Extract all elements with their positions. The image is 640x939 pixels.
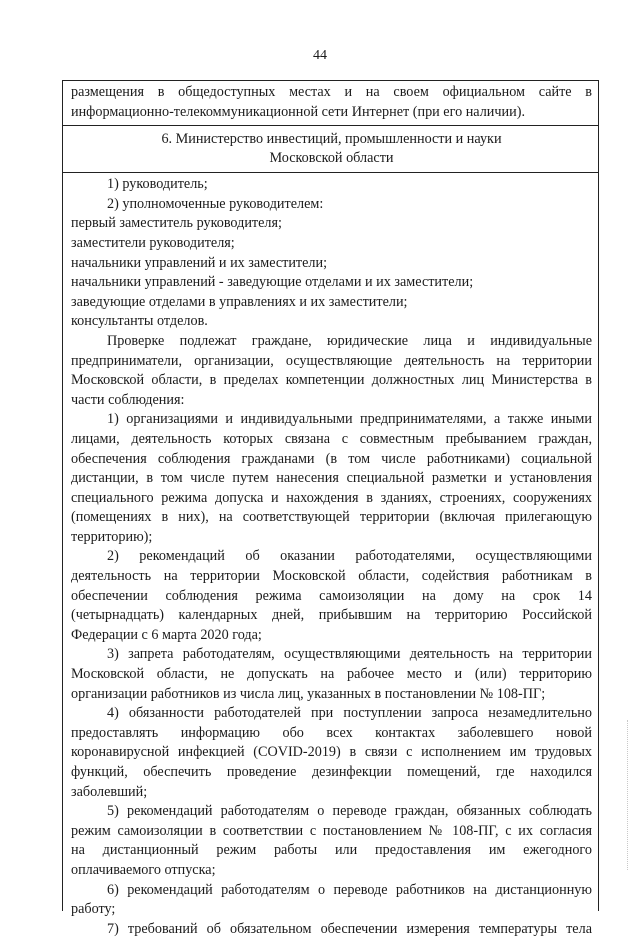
- page-number: 44: [313, 48, 327, 63]
- text-line: функций, обеспечить проведение дезинфекции помещений, где находился: [71, 764, 592, 780]
- paragraph-item-6: [71, 881, 592, 920]
- text-line: 5) рекомендаций работодателям о переводе граждан, обязанных соблюдать: [107, 803, 592, 820]
- text-line: Федерации с 6 марта 2020 года;: [71, 626, 262, 643]
- list-item: консультанты отделов.: [71, 313, 208, 330]
- text-line: 7) требований об обязательном обеспечении измерения температуры тела: [107, 920, 592, 937]
- text-line: 2) рекомендаций об оказании работодателями, осуществляющими: [107, 548, 592, 565]
- list-item: заместители руководителя;: [71, 234, 235, 251]
- paragraph-item-2: [71, 547, 592, 645]
- officials-list: [71, 175, 592, 332]
- list-item: первый заместитель руководителя;: [71, 215, 282, 232]
- text-line: работу;: [71, 901, 116, 918]
- text-line: информационно-телекоммуникационной сети Интернет (при его наличии).: [71, 103, 525, 120]
- text-line: (четырнадцать) календарных дней, прибывшим на территорию Российской: [71, 607, 592, 624]
- text-line: размещения в общедоступных местах и на своем официальном сайте в: [71, 84, 592, 100]
- paragraph-item-4: [71, 704, 592, 802]
- section-body: [63, 173, 598, 939]
- text-line: 4) обязанности работодателей при поступлении запроса незамедлительно: [107, 705, 592, 722]
- paragraph-item-1: [71, 410, 592, 547]
- text-line: специального режима допуска и нахождения в зданиях, строениях, сооружениях: [71, 489, 592, 506]
- text-line: Московской области, не допускать на рабочее место и (или) территорию: [71, 666, 592, 683]
- section-heading-line: 6. Министерство инвестиций, промышленности и науки: [161, 131, 502, 148]
- text-line: деятельность на территории Московской области, содействия работникам в: [71, 568, 592, 585]
- section-heading-line: Московской области: [269, 150, 394, 167]
- list-item: начальники управлений - заведующие отделами и их заместители;: [71, 274, 474, 291]
- scan-margin-mark: [627, 720, 632, 870]
- list-item: 2) уполномоченные руководителем:: [107, 195, 324, 212]
- paragraph-item-3: [71, 645, 592, 704]
- text-line: 3) запрета работодателям, осуществляющими деятельность на территории: [107, 646, 592, 663]
- text-line: 1) организациями и индивидуальными предпринимателями, а также иными: [107, 411, 592, 428]
- text-line: предоставлять информацию обо всех контактах заболевшего новой: [71, 724, 592, 741]
- text-line: Проверке подлежат граждане, юридические лица и индивидуальные: [107, 332, 592, 349]
- list-item: начальники управлений и их заместители;: [71, 254, 328, 271]
- list-item: заведующие отделами в управлениях и их заместители;: [71, 293, 408, 310]
- text-line: обеспечения соблюдения гражданами (в том числе работниками) социальной: [71, 450, 592, 467]
- text-line: режим самоизоляции в соответствии с постановлением № 108-ПГ, с их согласия: [71, 822, 592, 839]
- paragraph-inspection-scope: [71, 332, 592, 410]
- continuation-row: [63, 81, 598, 126]
- list-item: 1) руководитель;: [107, 176, 208, 193]
- text-line: на дистанционный режим работы или предоставления им ежегодного: [71, 842, 592, 859]
- text-line: части соблюдения:: [71, 391, 185, 408]
- text-line: (помещениях в них), на соответствующей территории (включая прилегающую: [71, 509, 592, 526]
- text-line: предприниматели, организации, осуществляющие деятельность на территории: [71, 352, 592, 369]
- text-line: заболевший;: [71, 783, 148, 800]
- text-line: организации работников из числа лиц, указанных в постановлении № 108-ПГ;: [71, 685, 546, 702]
- section-heading: [63, 126, 598, 173]
- text-line: Московской области, в пределах компетенции должностных лиц Министерства в: [71, 372, 592, 389]
- text-line: лицами, деятельность которых связана с совместным пребыванием граждан,: [71, 430, 592, 447]
- paragraph-item-5: [71, 802, 592, 880]
- text-line: территорию);: [71, 528, 153, 545]
- text-line: 6) рекомендаций работодателям о переводе работников на дистанционную: [107, 881, 592, 898]
- text-line: коронавирусной инфекцией (COVID-2019) в связи с исполнением им трудовых: [71, 744, 592, 761]
- text-line: обеспечении соблюдения режима самоизоляции на дому на срок 14: [71, 587, 592, 604]
- text-line: дистанции, в том числе путем нанесения специальной разметки и установления: [71, 470, 592, 487]
- document-table: [62, 80, 599, 937]
- paragraph-item-7: [71, 920, 592, 939]
- text-line: оплачиваемого отпуска;: [71, 861, 216, 878]
